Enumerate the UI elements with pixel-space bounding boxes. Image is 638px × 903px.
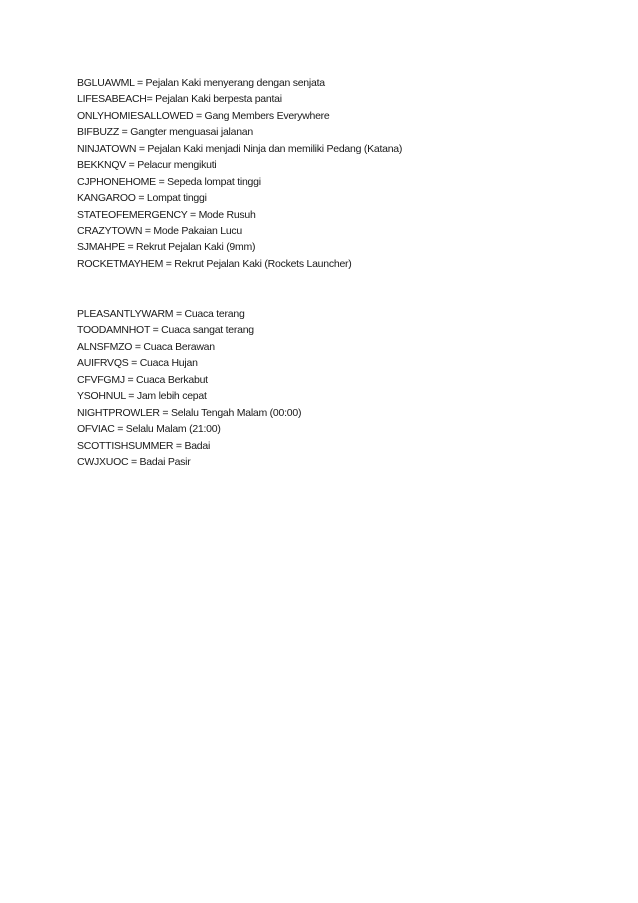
- cheat-line: NIGHTPROWLER = Selalu Tengah Malam (00:00): [77, 406, 302, 419]
- cheat-line: CJPHONEHOME = Sepeda lompat tinggi: [77, 175, 261, 188]
- cheat-list-pedestrians: [77, 75, 597, 272]
- cheat-line: CWJXUOC = Badai Pasir: [77, 455, 191, 468]
- cheat-line: BEKKNQV = Pelacur mengikuti: [77, 159, 217, 172]
- cheat-list-weather: [77, 306, 597, 470]
- cheat-line: STATEOFEMERGENCY = Mode Rusuh: [77, 208, 256, 221]
- cheat-line: SCOTTISHSUMMER = Badai: [77, 439, 211, 452]
- cheat-line: ONLYHOMIESALLOWED = Gang Members Everywhere: [77, 109, 330, 122]
- cheat-line: LIFESABEACH= Pejalan Kaki berpesta pantai: [77, 93, 282, 106]
- cheat-line: KANGAROO = Lompat tinggi: [77, 192, 207, 205]
- cheat-line: CRAZYTOWN = Mode Pakaian Lucu: [77, 224, 243, 237]
- cheat-line: TOODAMNHOT = Cuaca sangat terang: [77, 324, 254, 337]
- cheat-line: CFVFGMJ = Cuaca Berkabut: [77, 373, 208, 386]
- cheat-line: BGLUAWML = Pejalan Kaki menyerang dengan senjata: [77, 77, 325, 89]
- cheat-line: YSOHNUL = Jam lebih cepat: [77, 390, 207, 403]
- cheat-line: OFVIAC = Selalu Malam (21:00): [77, 423, 221, 436]
- cheat-line: SJMAHPE = Rekrut Pejalan Kaki (9mm): [77, 241, 256, 254]
- cheat-line: PLEASANTLYWARM = Cuaca terang: [77, 308, 245, 320]
- cheat-line: BIFBUZZ = Gangter menguasai jalanan: [77, 126, 253, 139]
- cheat-line: ROCKETMAYHEM = Rekrut Pejalan Kaki (Rockets Launcher): [77, 257, 352, 270]
- cheat-line: AUIFRVQS = Cuaca Hujan: [77, 357, 198, 370]
- cheat-line: ALNSFMZO = Cuaca Berawan: [77, 340, 215, 353]
- cheat-line: NINJATOWN = Pejalan Kaki menjadi Ninja dan memiliki Pedang (Katana): [77, 142, 403, 155]
